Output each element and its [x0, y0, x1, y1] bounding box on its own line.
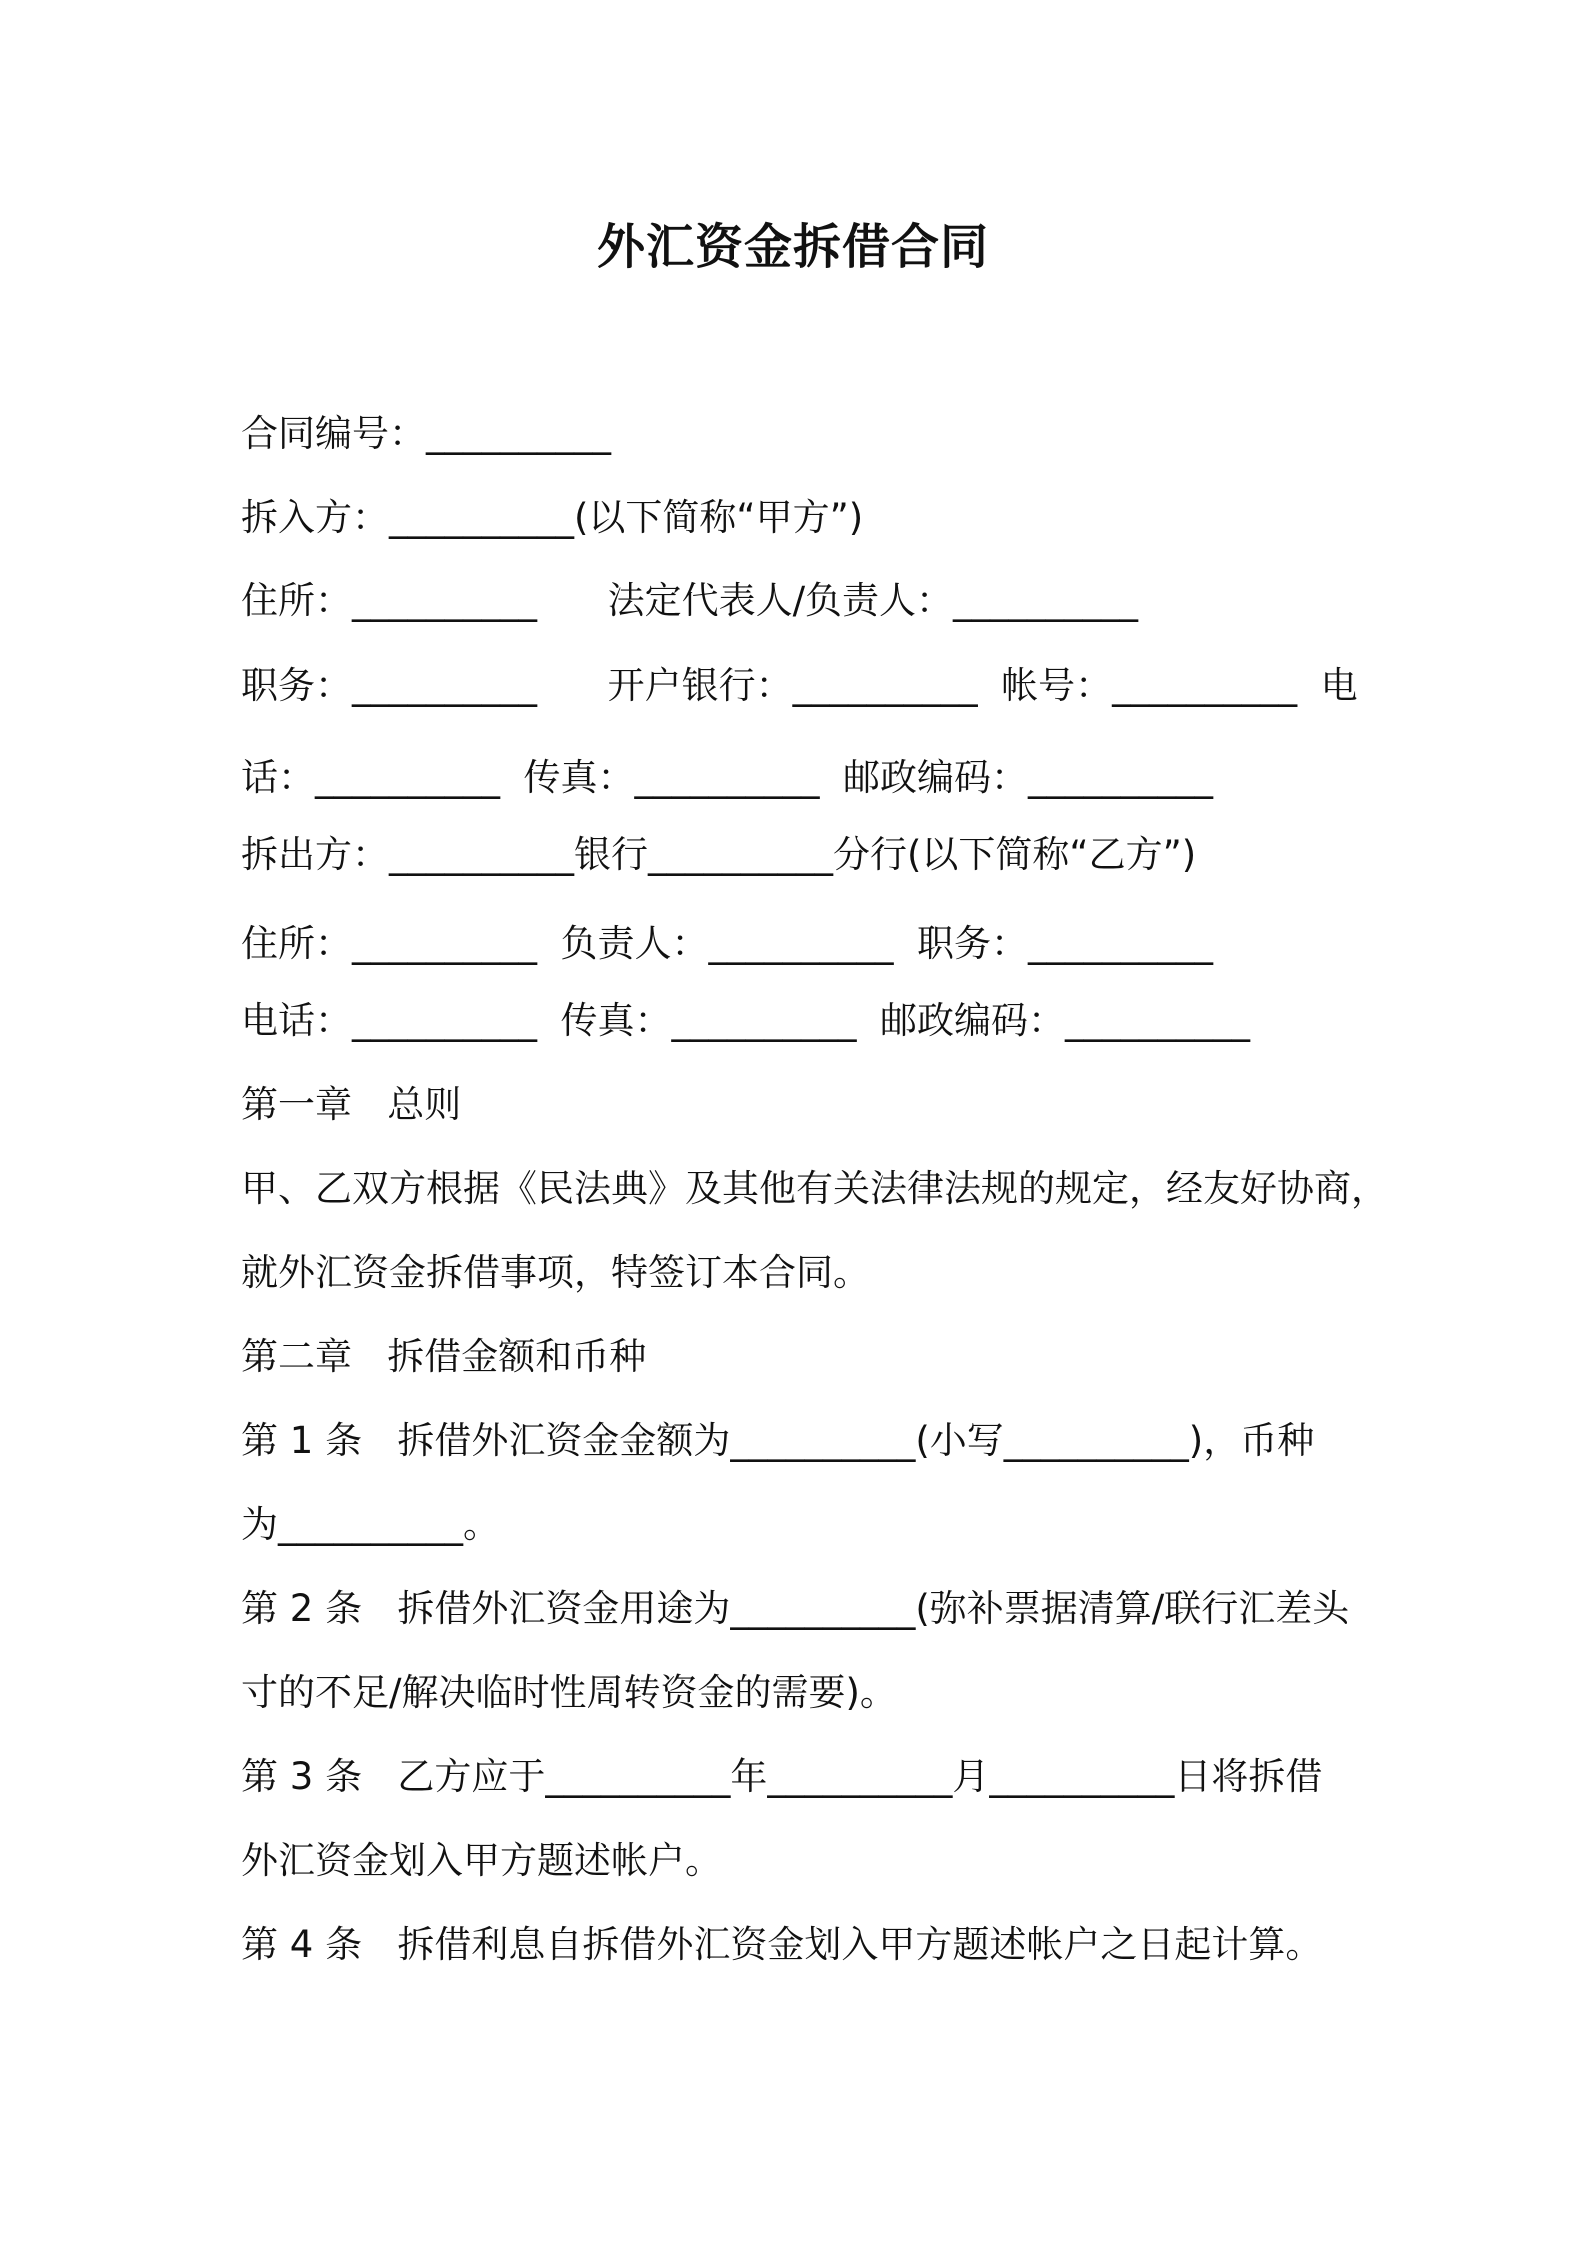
lender-line: 拆出方：__________银行__________分行(以下简称“乙方”) [241, 833, 1197, 876]
borrower-line: 拆入方：__________(以下简称“甲方”) [241, 496, 864, 539]
borrower-phone-line: 话：__________ 传真：__________ 邮政编码：__________ [241, 756, 1214, 799]
chapter-1-heading: 第一章 总则 [241, 1083, 462, 1126]
document-title: 外汇资金拆借合同 [596, 219, 989, 275]
article-2-cont: 寸的不足/解决临时性周转资金的需要)。 [241, 1671, 897, 1714]
borrower-position-line: 职务：__________ 开户银行：__________ 帐号：__________ 电 [241, 664, 1358, 707]
article-3-line: 第 3 条 乙方应于__________年__________月__________日将拆借 [241, 1755, 1323, 1798]
lender-phone-line: 电话：__________ 传真：__________ 邮政编码：__________ [241, 999, 1251, 1042]
paragraph-line: 就外汇资金拆借事项，特签订本合同。 [241, 1251, 870, 1294]
paragraph-line: 甲、乙双方根据《民法典》及其他有关法律法规的规定，经友好协商， [241, 1167, 1388, 1210]
borrower-address-line: 住所：__________ 法定代表人/负责人：__________ [241, 579, 1139, 622]
article-1-line: 第 1 条 拆借外汇资金金额为__________(小写__________)，币种 [241, 1419, 1315, 1462]
article-1-cont: 为__________。 [241, 1503, 500, 1546]
article-4-line: 第 4 条 拆借利息自拆借外汇资金划入甲方题述帐户之日起计算。 [241, 1923, 1323, 1966]
article-2-line: 第 2 条 拆借外汇资金用途为__________(弥补票据清算/联行汇差头 [241, 1587, 1350, 1630]
contract-number-line: 合同编号：__________ [241, 412, 611, 455]
lender-address-line: 住所：__________ 负责人：__________ 职务：__________ [241, 922, 1214, 965]
article-3-cont: 外汇资金划入甲方题述帐户。 [241, 1839, 722, 1882]
chapter-2-heading: 第二章 拆借金额和币种 [241, 1335, 647, 1378]
